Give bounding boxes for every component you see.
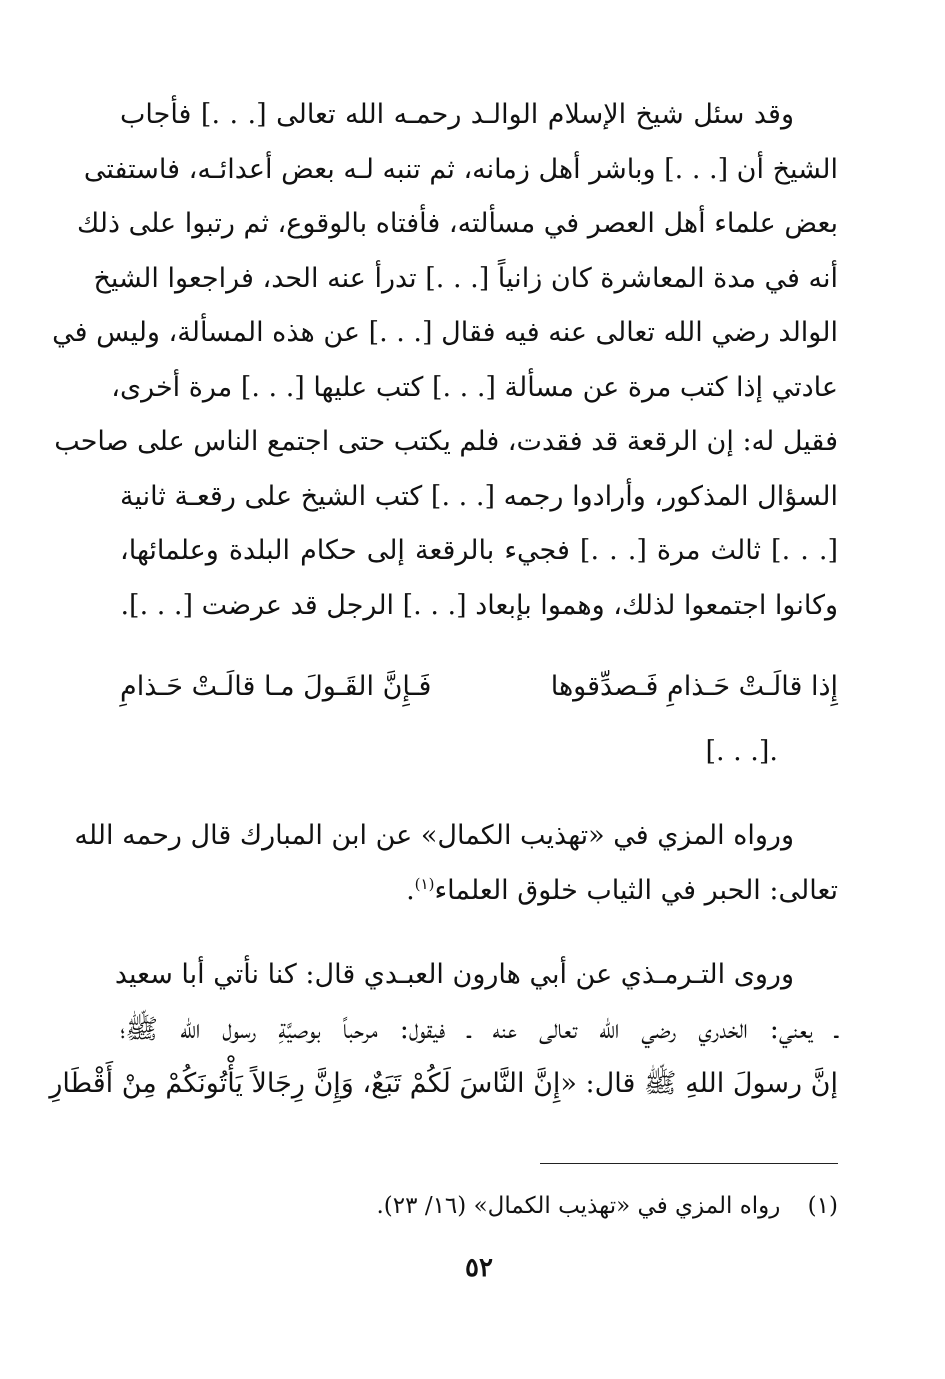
line-end-punctuation: . xyxy=(406,874,415,906)
text-line: عادتي إذا كتب مرة عن مسألة [. . .] كتب عليها [. . .] مرة أخرى، xyxy=(111,371,838,403)
text-line: [. . .] ثالث مرة [. . .] فجيء بالرقعة إلى حكام البلدة وعلمائها، xyxy=(120,535,838,566)
footnote-text: رواه المزي في «تهذيب الكمال» (١٦/ ٢٣). xyxy=(376,1193,781,1219)
footnote xyxy=(377,1186,839,1226)
text-line xyxy=(120,864,838,919)
text-line: فقيل له: إن الرقعة قد فقدت، فلم يكتب حتى اجتمع الناس على صاحب xyxy=(54,426,838,457)
text-line: ورواه المزي في «تهذيب الكمال» عن ابن المبارك قال رحمه الله xyxy=(74,820,794,851)
text-line: الوالد رضي الله تعالى عنه فيه فقال [. . .] عن هذه المسألة، وليس في xyxy=(52,317,838,348)
footnote-number: (١) xyxy=(807,1193,838,1219)
poem-verse xyxy=(120,657,838,717)
text-line: وقد سئل شيخ الإسلام الوالـد رحمـه الله تعالى [. . .] فأجاب xyxy=(120,99,794,130)
footnote-marker[interactable]: (١) xyxy=(414,874,435,893)
poem-first-hemistich: إِذا قالَـتْ حَـذامِ فَـصدِّقوها xyxy=(550,671,838,702)
text-line: إنَّ رسولَ اللهِ ﷺ قال: «إِنَّ النَّاسَ لَكُمْ تَبَعٌ، وَإِنَّ رِجَالاً يَأْتُونَكُمْ مِنْ أَقْطَارِ xyxy=(49,1068,838,1099)
book-page xyxy=(49,88,838,1358)
paragraph-3 xyxy=(49,948,838,1112)
paragraph-1 xyxy=(52,88,838,633)
poem-second-hemistich: فَـإِنَّ القَـولَ مـا قالَـتْ حَـذامِ xyxy=(120,671,432,702)
text-line: الشيخ أن [. . .] وباشر أهل زمانه، ثم تنبه لـه بعض أعدائـه، فاستفتى xyxy=(83,153,838,185)
text-line: ـ يعني: الخدري رضي الله تعالى عنه ـ فيقول: مرحباً بوصيَّةِ رسول الله ﷺ؛ xyxy=(120,1013,838,1045)
footnote-divider xyxy=(540,1163,838,1164)
text-span: تعالى: الحبر في الثياب خلوق العلماء xyxy=(434,874,838,906)
text-line: بعض علماء أهل العصر في مسألته، فأفتاه بالوقوع، ثم رتبوا على ذلك xyxy=(77,208,838,239)
paragraph-2 xyxy=(74,809,838,918)
text-line: أنه في مدة المعاشرة كان زانياً [. . .] تدرأ عنه الحد، فراجعوا الشيخ xyxy=(93,262,838,294)
poem-tail: .[. . .] xyxy=(705,736,778,767)
text-line: السؤال المذكور، وأرادوا رجمه [. . .] كتب الشيخ على رقعـة ثانية xyxy=(120,480,838,512)
text-line: وروى التـرمـذي عن أبي هارون العبـدي قال: كنا نأتي أبا سعيد xyxy=(114,959,794,990)
page-number: ٥٢ xyxy=(465,1253,493,1283)
text-line: وكانوا اجتمعوا لذلك، وهموا بإبعاد [. . .] الرجل قد عرضت [. . .]. xyxy=(120,589,838,621)
